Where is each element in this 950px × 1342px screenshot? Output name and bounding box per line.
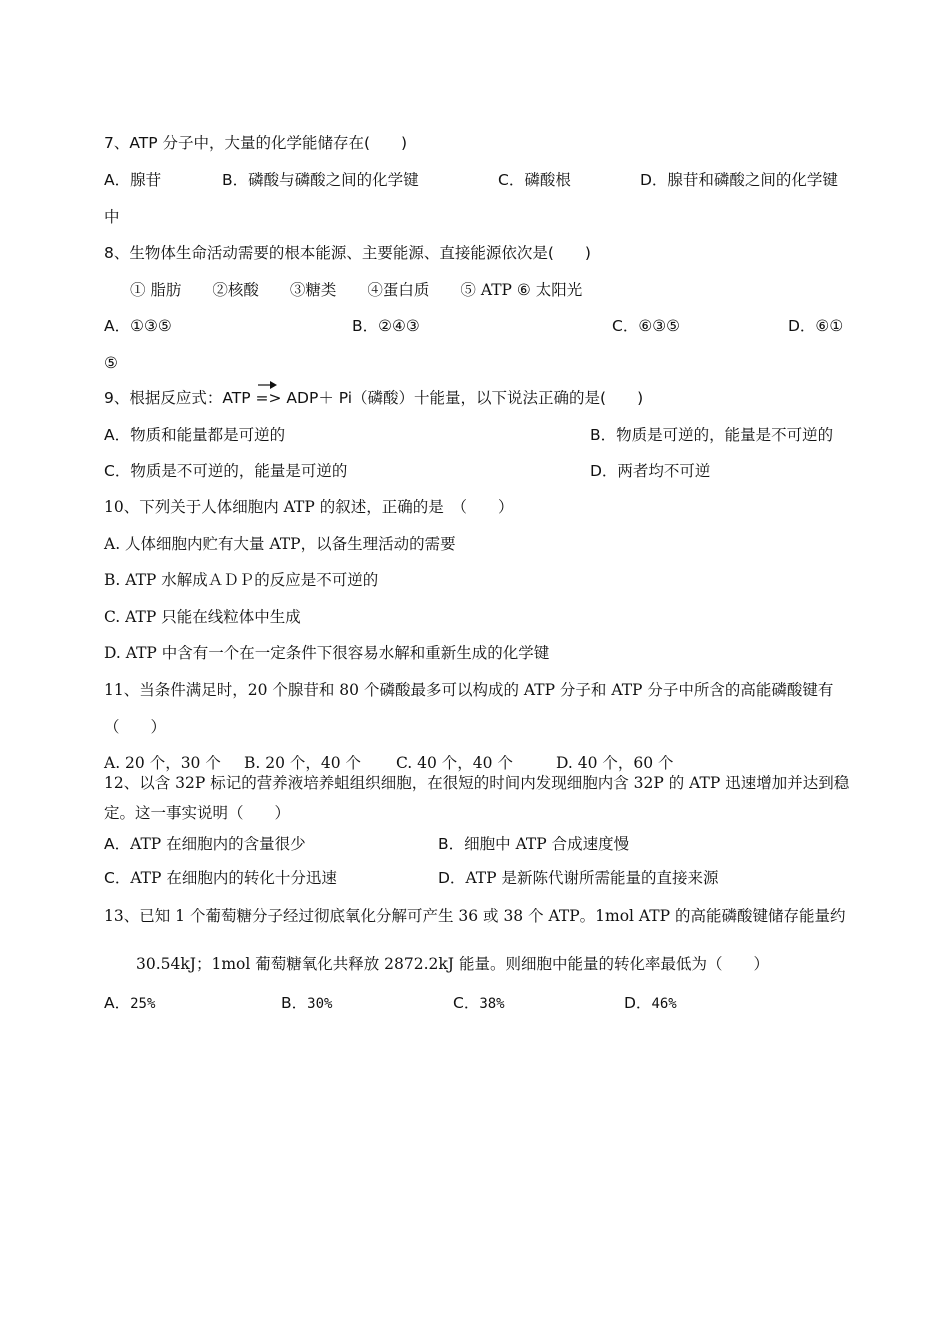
q12-option-d-letter: D． — [438, 869, 466, 887]
q11-option-c: C. 40 个，40 个 — [396, 754, 513, 772]
q13-stem: 13、已知 1 个葡萄糖分子经过彻底氧化分解可产生 36 或 38 个 ATP。1mol ATP 的高能磷酸键储存能量约 — [104, 907, 846, 925]
q10-option-a: A. 人体细胞内贮有大量 ATP，以备生理活动的需要 — [104, 535, 456, 553]
q12-option-a-letter: A． — [104, 835, 131, 853]
q12-option-c-letter: C． — [104, 869, 131, 887]
q9-stem-end: ADP＋ Pi（磷酸）十能量，以下说法正确的是( ) — [281, 389, 644, 407]
q13-option-a — [104, 993, 155, 1014]
q13-option-a-letter: A． — [104, 994, 131, 1012]
q7-option-d: D．腺苷和磷酸之间的化学键 — [640, 171, 838, 189]
q7-stem: 7、ATP 分子中，大量的化学能储存在( ) — [104, 134, 408, 152]
q13-option-d-text: 46% — [651, 996, 677, 1012]
q13-option-c-letter: C． — [453, 994, 480, 1012]
q11-stem: 11、当条件满足时，20 个腺苷和 80 个磷酸最多可以构成的 ATP 分子和 ATP 分子中所含的高能磷酸键有 — [104, 681, 834, 699]
q13-option-c-text: 38% — [479, 996, 505, 1012]
q13-option-c — [453, 993, 505, 1014]
q8-option-a: A．①③⑤ — [104, 317, 172, 335]
q9-stem-start: 9、根据反应式：ATP — [104, 389, 256, 407]
arrow-right-icon — [256, 380, 280, 390]
q10-option-d: D. ATP 中含有一个在一定条件下很容易水解和重新生成的化学键 — [104, 644, 550, 662]
q11-option-b: B. 20 个，40 个 — [244, 754, 362, 772]
q10-stem: 10、下列关于人体细胞内 ATP 的叙述，正确的是 （ ） — [104, 498, 514, 516]
q13-option-d-letter: D． — [624, 994, 652, 1012]
q12-stem: 12、以含 32P 标记的营养液培养蛆组织细胞，在很短的时间内发现细胞内含 32P 的 ATP 迅速增加并达到稳 — [104, 774, 850, 792]
q8-option-c: C．⑥③⑤ — [612, 317, 681, 335]
q12-option-c-text: ATP 在细胞内的转化十分迅速 — [130, 869, 337, 887]
q12-option-b — [438, 834, 629, 854]
q13-option-d — [624, 993, 677, 1014]
q12-option-c — [104, 868, 337, 888]
q11-option-a: A. 20 个，30 个 — [104, 754, 221, 772]
q9-stem — [104, 388, 643, 408]
q13-option-b-text: 30% — [307, 996, 333, 1012]
q12-option-a — [104, 834, 306, 854]
q12-option-b-text: 细胞中 ATP 合成速度慢 — [464, 835, 630, 853]
q8-item-list: ① 脂肪 ②核酸 ③糖类 ④蛋白质 ⑤ ATP ⑥ 太阳光 — [130, 281, 583, 299]
q8-option-d: D．⑥① — [788, 317, 844, 335]
q7-option-d-wrap: 中 — [104, 208, 120, 226]
q7-option-b: B．磷酸与磷酸之间的化学键 — [222, 171, 419, 189]
q7-option-c: C．磷酸根 — [498, 171, 571, 189]
q9-option-d: D．两者均不可逆 — [590, 462, 711, 480]
q12-option-d — [438, 868, 718, 888]
q13-option-b — [281, 993, 332, 1014]
reaction-arrow — [256, 388, 282, 408]
q10-option-c: C. ATP 只能在线粒体中生成 — [104, 608, 301, 626]
q13-stem-wrap: 30.54kJ；1mol 葡萄糖氧化共释放 2872.2kJ 能量。则细胞中能量的转化率最低为（ ） — [136, 955, 769, 973]
q9-option-a: A．物质和能量都是可逆的 — [104, 426, 286, 444]
q7-option-a: A．腺苷 — [104, 171, 162, 189]
q12-stem-wrap: 定。这一事实说明（ ） — [104, 804, 291, 822]
q12-option-a-text: ATP 在细胞内的含量很少 — [130, 835, 306, 853]
q12-option-b-letter: B． — [438, 835, 465, 853]
q8-option-b: B．②④③ — [352, 317, 420, 335]
q8-option-d-wrap: ⑤ — [104, 354, 118, 372]
q13-option-a-text: 25% — [130, 996, 156, 1012]
q10-option-b: B. ATP 水解成ＡＤＰ的反应是不可逆的 — [104, 571, 379, 589]
reaction-symbol: => — [255, 389, 282, 407]
q8-stem: 8、生物体生命活动需要的根本能源、主要能源、直接能源依次是( ) — [104, 244, 591, 262]
q9-option-b: B．物质是可逆的，能量是不可逆的 — [590, 426, 834, 444]
q12-option-d-text: ATP 是新陈代谢所需能量的直接来源 — [465, 869, 719, 887]
q11-stem-wrap: （ ） — [104, 718, 167, 736]
q9-option-c: C．物质是不可逆的，能量是可逆的 — [104, 462, 348, 480]
q11-option-d: D. 40 个，60 个 — [556, 754, 674, 772]
q13-option-b-letter: B． — [281, 994, 308, 1012]
